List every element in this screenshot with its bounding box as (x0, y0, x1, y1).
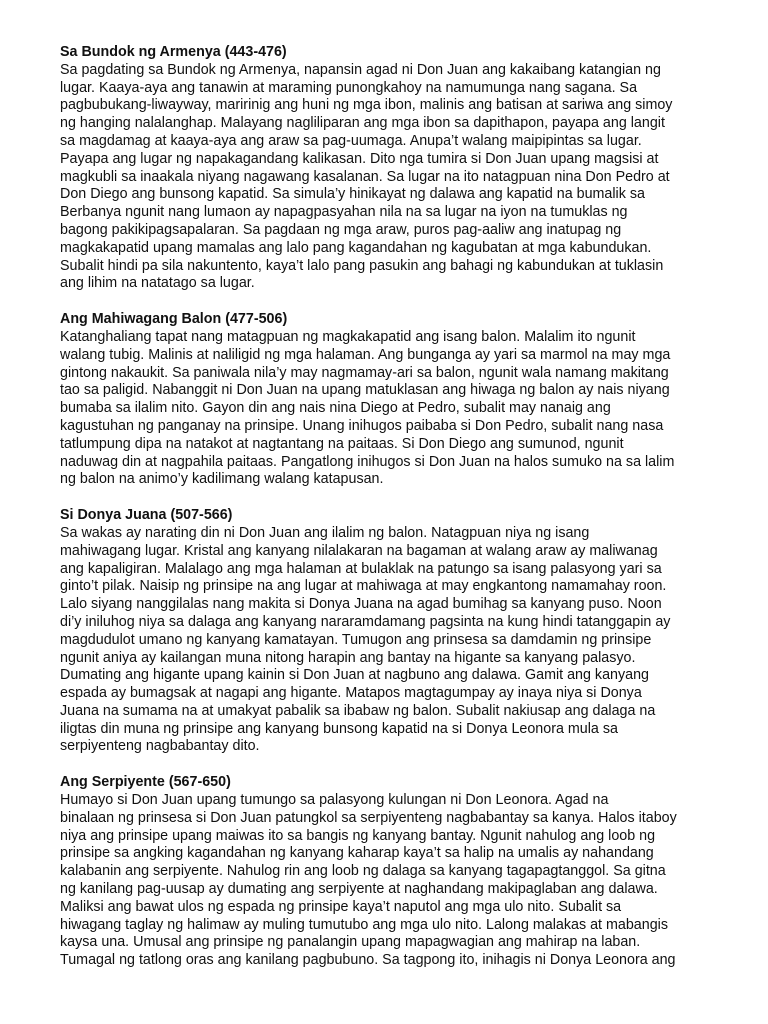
paragraph-line: ang lihim na natatago sa lugar. (60, 275, 255, 292)
paragraph-line: iligtas din muna ng prinsipe ang kanyang bunsong kapatid na si Donya Leonora mula sa (60, 720, 618, 737)
paragraph-line: Sa wakas ay narating din ni Don Juan ang ilalim ng balon. Natagpuan niya ng isang (60, 524, 590, 541)
paragraph-line: espada ay bumagsak at nagapi ang higante. Matapos magtagumpay ay inaya niya si Donya (60, 685, 642, 702)
paragraph-line: Don Diego ang bunsong kapatid. Sa simula’y hinikayat ng dalawa ang kapatid na bumalik sa (60, 186, 645, 203)
paragraph-line: ginto’t pilak. Naisip ng prinsipe na ang lugar at mahiwaga at may engkantong namamahay roon. (60, 578, 667, 595)
paragraph-line: Lalo siyang nanggilalas nang makita si Donya Juana na agad bumihag sa kanyang puso. Noon (60, 596, 662, 613)
paragraph-line: Sa pagdating sa Bundok ng Armenya, napansin agad ni Don Juan ang kakaibang katangian ng (60, 61, 661, 78)
paragraph-line: ng hanging nalalanghap. Malayang nagliliparan ang mga ibon sa dapithapon, payapa ang langit (60, 115, 665, 132)
section (60, 507, 718, 756)
paragraph-line: niya ang prinsipe upang maiwas ito sa bangis ng kanyang bantay. Ngunit nahulog ang loob ng (60, 827, 656, 844)
paragraph-line: prinsipe sa angking kagandahan ng kanyang kaharap kaya’t sa halip na umalis ay nahandang (60, 845, 654, 862)
paragraph-line: mahiwagang lugar. Kristal ang kanyang nilalakaran na bagaman at walang araw ay maliwanag (60, 542, 658, 559)
paragraph-line: kalabanin ang serpiyente. Nahulog rin ang loob ng dalaga sa kanyang tagapagtanggol. Sa gitna (60, 863, 666, 880)
paragraph-line: walang tubig. Malinis at naliligid ng mga halaman. Ang bunganga ay yari sa marmol na may mga (60, 346, 671, 363)
paragraph-line: Payapa ang lugar ng napakagandang kalikasan. Dito nga tumira si Don Juan upang magsisi at (60, 150, 659, 167)
paragraph-line: di’y iniluhog niya sa dalaga ang kanyang nararamdamang pagsinta na kung hindi tatanggapin ay (60, 613, 671, 630)
paragraph-line: magdudulot umano ng kanyang kamatayan. Tumugon ang prinsesa sa damdamin ng prinsipe (60, 631, 652, 648)
paragraph-line: pagbubukang-liwayway, maririnig ang huni ng mga ibon, malinis ang batisan at sariwa ang simoy (60, 97, 673, 114)
paragraph-line: binalaan ng prinsesa si Don Juan patungkol sa serpiyenteng nagbabantay sa kanya. Halos itaboy (60, 809, 677, 826)
paragraph-line: kagustuhan ng panganay na prinsipe. Unang inihugos paibaba si Don Pedro, subalit nang nasa (60, 417, 664, 434)
paragraph-line: naduwag din at nagpahila paitaas. Pangatlong inihugos si Don Juan na halos sumuko na sa lalim (60, 453, 675, 470)
paragraph-line: bumaba sa ilalim nito. Gayon din ang nais nina Diego at Pedro, subalit may nanaig ang (60, 400, 611, 417)
section-heading: Sa Bundok ng Armenya (443-476) (60, 44, 287, 60)
section (60, 774, 718, 970)
paragraph-line: Dumating ang higante upang kainin si Don Juan at nagbuno ang dalawa. Gamit ang kanyang (60, 667, 649, 684)
paragraph-line: ngunit aniya ay kailangan muna nitong harapin ang bantay na higante sa kanyang palasyo. (60, 649, 636, 666)
paragraph-line: Humayo si Don Juan upang tumungo sa palasyong kulungan ni Don Leonora. Agad na (60, 792, 609, 809)
paragraph-line: ang kapaligiran. Malalago ang mga halaman at bulaklak na patungo sa isang palasyong yari sa (60, 560, 662, 577)
paragraph-line: kaysa una. Umusal ang prinsipe ng panalangin upang mapagwagian ang mahirap na laban. (60, 934, 641, 951)
paragraph-line: magkubli sa inaakala niyang nagawang kasalanan. Sa lugar na ito natagpuan nina Don Pedro at (60, 168, 670, 185)
paragraph-line: gintong nakaukit. Sa paniwala nila’y may nagmamay-ari sa balon, ngunit wala namang makitang (60, 364, 669, 381)
paragraph-line: ng kanilang pag-uusap ay dumating ang serpiyente at naghandang makipaglaban ang dalawa. (60, 881, 658, 898)
paragraph-line: Katanghaliang tapat nang matagpuan ng magkakapatid ang isang balon. Malalim ito ngunit (60, 328, 636, 345)
paragraph-line: hiwagang taglay ng halimaw ay muling tumutubo ang mga ulo nito. Lalong malakas at mabangis (60, 916, 668, 933)
paragraph-line: Juana na sumama na at umakyat pabalik sa ibabaw ng balon. Subalit nakiusap ang dalaga na (60, 702, 656, 719)
section-heading: Ang Serpiyente (567-650) (60, 774, 231, 791)
paragraph-line: sa magdamag at kaaya-aya ang araw sa pag-uumaga. Anupa’t walang maipipintas sa lugar. (60, 132, 642, 149)
paragraph-line: tao sa paligid. Nabanggit ni Don Juan na upang matuklasan ang hiwaga ng balon ay nais niyang (60, 382, 670, 399)
paragraph-line: lugar. Kaaya-aya ang tanawin at maraming punongkahoy na namumunga nang sagana. Sa (60, 79, 638, 96)
paragraph-line: ng balon na animo’y kadilimang walang katapusan. (60, 471, 384, 488)
paragraph-line: tatlumpung dipa na natakot at nagtantang na paitaas. Si Don Diego ang sumunod, ngunit (60, 435, 624, 452)
section (60, 311, 718, 489)
paragraph-line: Maliksi ang bawat ulos ng espada ng prinsipe kaya’t naputol ang mga ulo nito. Subalit sa (60, 898, 622, 915)
paragraph-line: Subalit hindi pa sila nakuntento, kaya’t lalo pang pasukin ang bahagi ng kabundukan at tuklasin (60, 257, 664, 274)
section-heading: Si Donya Juana (507-566) (60, 507, 233, 524)
paragraph-line: Tumagal ng tatlong oras ang kanilang pagbubuno. Sa tagpong ito, inihagis ni Donya Leonora ang (60, 952, 676, 969)
section (60, 44, 718, 293)
paragraph-line: Berbanya ngunit nang lumaon ay napagpasyahan nila na sa lugar na iyon na tumuklas ng (60, 204, 628, 221)
section-heading: Ang Mahiwagang Balon (477-506) (60, 311, 288, 328)
paragraph-line: bagong pakikipagsapalaran. Sa pagdaan ng mga araw, puros pag-aaliw ang inatupag ng (60, 221, 622, 238)
paragraph-line: serpiyenteng nagbabantay dito. (60, 738, 260, 755)
paragraph-line: magkakapatid upang mamalas ang lalo pang kagandahan ng kagubatan at mga kabundukan. (60, 239, 652, 256)
